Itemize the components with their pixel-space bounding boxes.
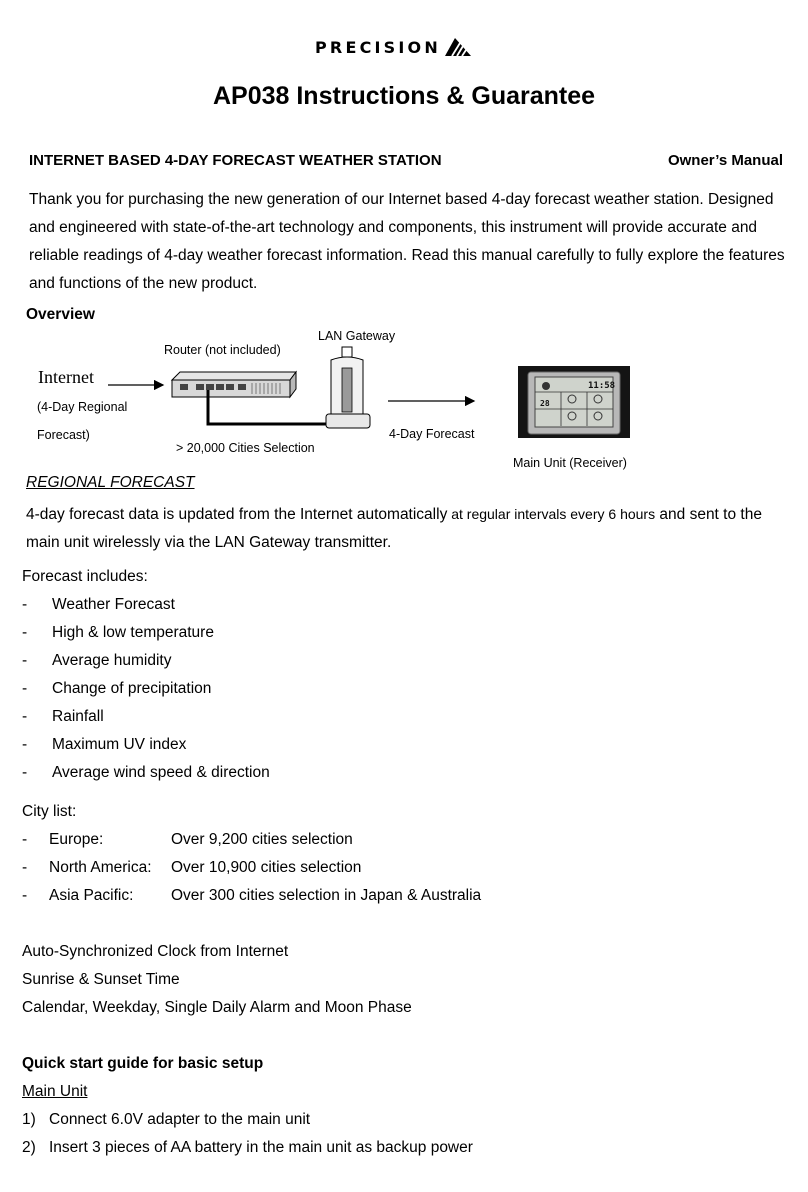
lan-gateway-label: LAN Gateway xyxy=(318,329,396,343)
regional-forecast-text xyxy=(26,500,786,557)
overview-heading: Overview xyxy=(26,306,95,323)
main-unit-label: Main Unit (Receiver) xyxy=(513,456,627,470)
regional-text-b: at regular intervals every 6 hours xyxy=(447,506,656,522)
internet-sub-label-1: (4-Day Regional xyxy=(37,400,128,414)
lan-gateway-device xyxy=(326,347,370,428)
main-unit-subheading: Main Unit xyxy=(22,1083,88,1100)
quickstart-heading: Quick start guide for basic setup xyxy=(22,1055,264,1072)
internet-sub-label-2: Forecast) xyxy=(37,428,90,442)
manual-heading: Owner’s Manual xyxy=(667,152,783,169)
product-heading: INTERNET BASED 4-DAY FORECAST WEATHER STATION xyxy=(29,152,442,169)
overview-diagram xyxy=(0,0,808,480)
regional-forecast-heading: REGIONAL FORECAST xyxy=(26,474,195,491)
router-device xyxy=(172,372,296,397)
display-time: 11:58 xyxy=(588,381,616,391)
regional-text-a: 4-day forecast data is updated from the Internet automatically xyxy=(26,506,448,523)
regional-text-c: and sent to the main unit wirelessly via the LAN Gateway transmitter. xyxy=(26,506,762,551)
feature-calendar: Calendar, Weekday, Single Daily Alarm and Moon Phase xyxy=(22,999,412,1016)
feature-sunrise: Sunrise & Sunset Time xyxy=(22,971,180,988)
main-unit-device xyxy=(518,366,630,438)
router-label: Router (not included) xyxy=(164,343,281,357)
brand-name: PRECISION xyxy=(315,37,441,57)
internet-label: Internet xyxy=(38,367,94,387)
forecast-arrow-label: 4-Day Forecast xyxy=(389,427,475,441)
feature-clock: Auto-Synchronized Clock from Internet xyxy=(22,943,289,960)
cities-label: > 20,000 Cities Selection xyxy=(176,441,315,455)
display-temp: 28 xyxy=(540,399,550,408)
intro-paragraph: Thank you for purchasing the new generation of our Internet based 4-day forecast weather station. Designed and engineered with state-of-the-art technology and components, this instrument will provide accurate and reliable readings of 4-day weather forecast information. Read this manual carefully to fully explore the features and functions of the new product. xyxy=(29,191,785,292)
forecast-includes-heading: Forecast includes: xyxy=(22,568,148,585)
city-list-heading: City list: xyxy=(22,803,77,820)
page-title: AP038 Instructions & Guarantee xyxy=(212,82,596,110)
